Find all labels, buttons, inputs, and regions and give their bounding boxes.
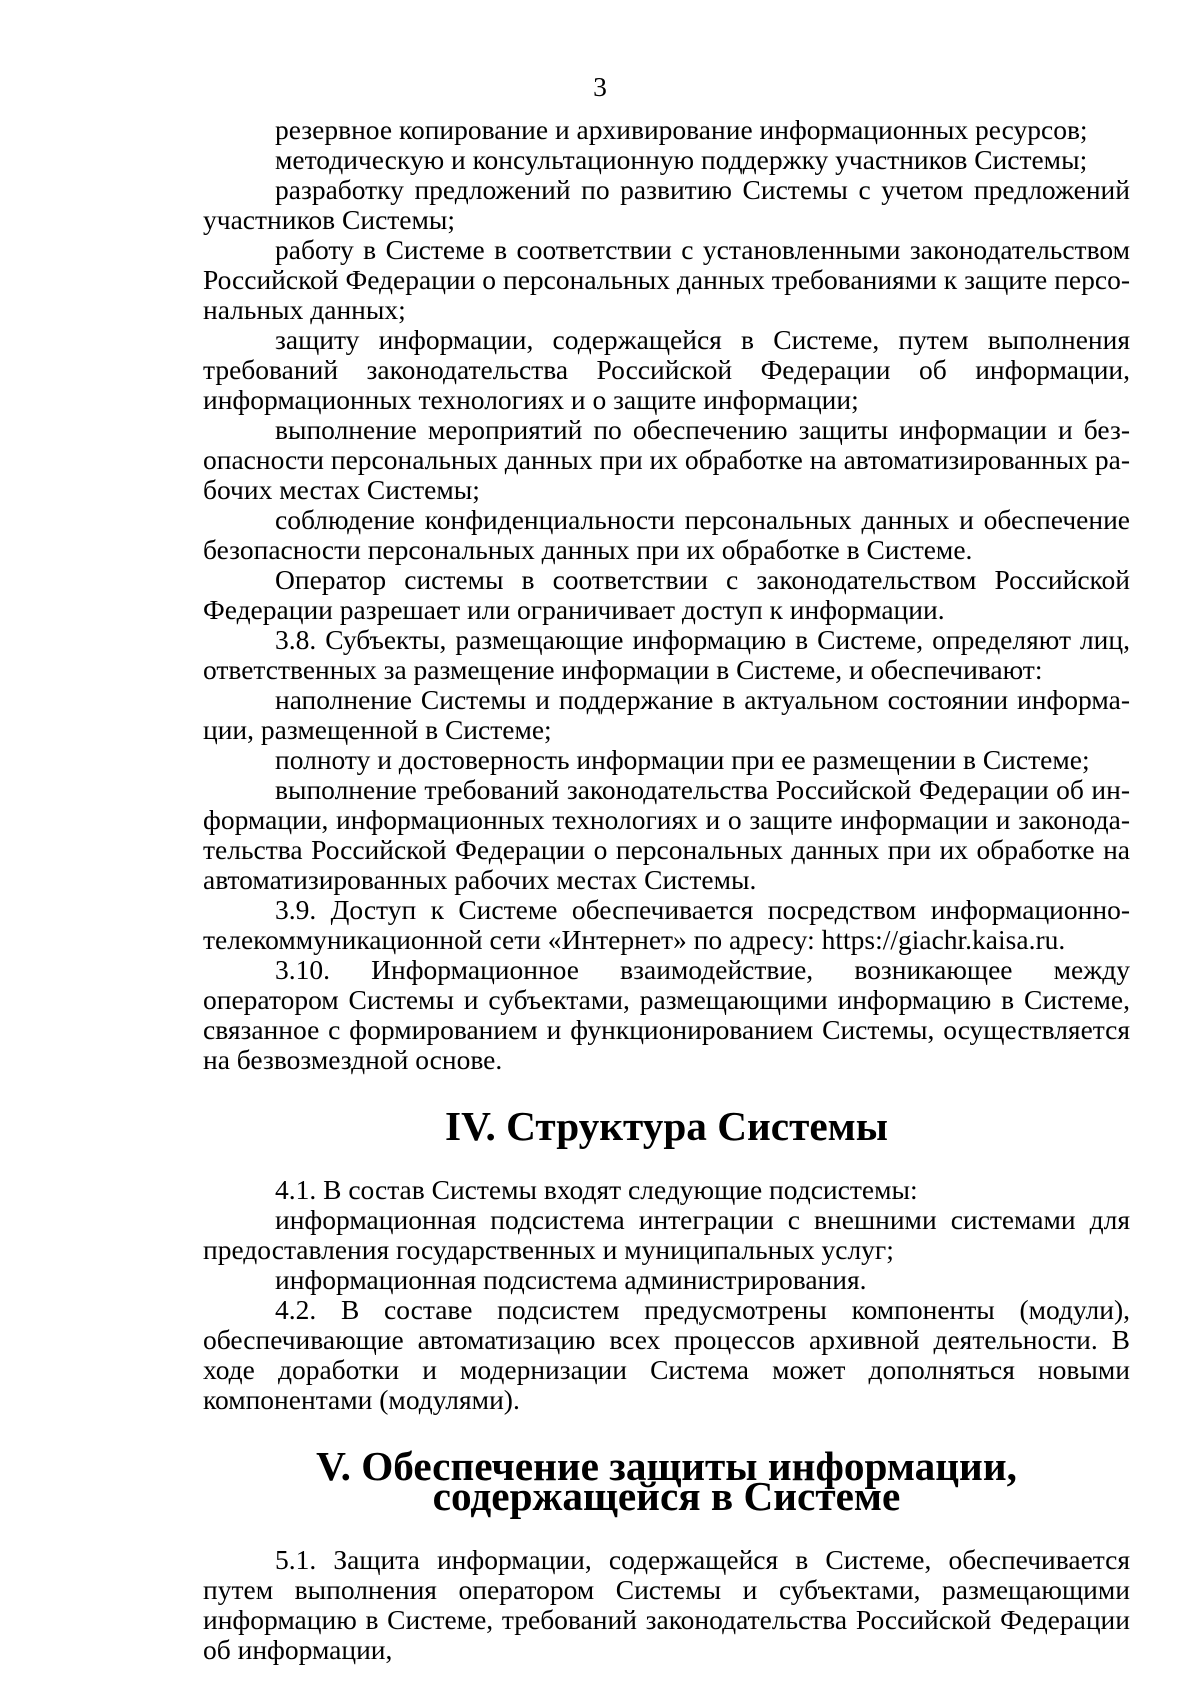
paragraph: соблюдение конфиденциальности персональных данных и обеспечение безопасности персональных данных при их обработке в Системе. — [203, 504, 1130, 565]
section-heading-v: V. Обеспечение защиты информации, содержащейся в Системе — [316, 1443, 1017, 1519]
paragraph: резервное копирование и архивирование информационных ресурсов; — [275, 114, 1088, 145]
paragraph: полноту и достоверность информации при ее размещении в Системе; — [275, 744, 1090, 775]
paragraph: 3.8. Субъекты, размещающие информацию в Системе, определяют лиц, ответственных за размещение информации в Системе, и обеспечивают: — [203, 624, 1130, 685]
page-number: 3 — [593, 71, 607, 102]
paragraph: 5.1. Защита информации, содержащейся в Системе, обеспечивается путем выполнения оператором Системы и субъектами, размещающими информацию в Системе, требований законодательства Российской Федерации об информации, — [203, 1544, 1130, 1665]
section-3-continued — [203, 115, 1130, 1075]
paragraph: 4.1. В состав Системы входят следующие подсистемы: — [275, 1174, 918, 1205]
paragraph: 4.2. В составе подсистем предусмотрены компоненты (модули), обеспечивающие автоматизацию всех процессов архивной деятельности. В ходе доработки и модернизации Система может дополняться новыми компонентами (модулями). — [203, 1294, 1130, 1415]
document-body — [203, 115, 1130, 1665]
paragraph: защиту информации, содержащейся в Системе, путем выполнения требований законодательства Российской Федерации об информации, информационных технологиях и о защите информации; — [203, 324, 1130, 415]
paragraph: методическую и консультационную поддержку участников Системы; — [275, 144, 1088, 175]
section-4 — [203, 1175, 1130, 1415]
paragraph: разработку предложений по развитию Системы с учетом предложений участников Системы; — [203, 174, 1130, 235]
paragraph: 3.9. Доступ к Системе обеспечивается посредством информационно-телекоммуникационной сети «Интернет» по адресу: https://giachr.kaisa.ru. — [203, 894, 1130, 955]
paragraph: наполнение Системы и поддержание в актуальном состоянии информации, размещенной в Системе; — [203, 684, 1130, 745]
paragraph: выполнение требований законодательства Российской Федерации об информации, информационных технологиях и о защите информации и законодательства Российской Федерации о персональных данных при их обработке на автоматизированных рабочих местах Системы. — [203, 774, 1130, 895]
section-heading-iv: IV. Структура Системы — [445, 1103, 888, 1149]
paragraph: выполнение мероприятий по обеспечению защиты информации и безопасности персональных данных при их обработке на автоматизированных рабочих местах Системы; — [203, 414, 1130, 505]
section-5 — [203, 1545, 1130, 1665]
paragraph: работу в Системе в соответствии с установленными законодательством Российской Федерации о персональных данных требованиями к защите персональных данных; — [203, 234, 1130, 325]
paragraph: информационная подсистема интеграции с внешними системами для предоставления государственных и муниципальных услуг; — [203, 1204, 1130, 1265]
paragraph: 3.10. Информационное взаимодействие, возникающее между оператором Системы и субъектами, размещающими информацию в Системе, связанное с формированием и функционированием Системы, осуществляется на безвозмездной основе. — [203, 954, 1130, 1075]
paragraph: информационная подсистема администрирования. — [275, 1264, 867, 1295]
paragraph: Оператор системы в соответствии с законодательством Российской Федерации разрешает или ограничивает доступ к информации. — [203, 564, 1130, 625]
